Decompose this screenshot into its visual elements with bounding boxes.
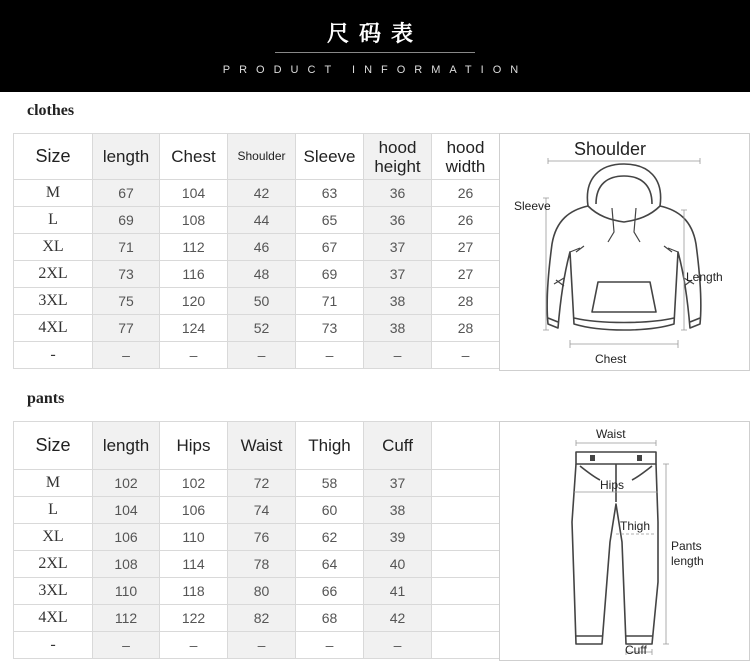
measurement-cell: 110 <box>93 578 160 605</box>
clothes-col-shoulder: Shoulder <box>228 134 296 180</box>
clothes-col-size: Size <box>14 134 93 180</box>
measurement-cell: 63 <box>296 180 364 207</box>
size-cell: 2XL <box>14 261 93 288</box>
clothes-col-sleeve: Sleeve <box>296 134 364 180</box>
clothes-col-length: length <box>93 134 160 180</box>
measurement-cell: 58 <box>296 470 364 497</box>
measurement-cell: 37 <box>364 234 432 261</box>
measurement-cell: 74 <box>228 497 296 524</box>
table-row <box>14 288 500 315</box>
measurement-cell: – <box>93 342 160 369</box>
size-cell: 4XL <box>14 605 93 632</box>
table-row <box>14 605 500 632</box>
measurement-cell: 68 <box>296 605 364 632</box>
clothes-col-hood-width: hood width <box>432 134 500 180</box>
size-cell: XL <box>14 524 93 551</box>
measurement-cell: – <box>93 632 160 659</box>
table-row <box>14 470 500 497</box>
measurement-cell: 75 <box>93 288 160 315</box>
size-cell: M <box>14 180 93 207</box>
pants-header-row <box>14 422 500 470</box>
pants-col-cuff: Cuff <box>364 422 432 470</box>
measurement-cell: 27 <box>432 261 500 288</box>
measurement-cell: 28 <box>432 315 500 342</box>
measurement-cell: 66 <box>296 578 364 605</box>
measurement-cell: 67 <box>93 180 160 207</box>
measurement-cell: – <box>296 632 364 659</box>
pants-label-cuff: Cuff <box>625 643 647 657</box>
measurement-cell: – <box>364 632 432 659</box>
clothes-section-title: clothes <box>27 102 75 119</box>
measurement-cell: 26 <box>432 180 500 207</box>
measurement-cell: 27 <box>432 234 500 261</box>
measurement-cell: 39 <box>364 524 432 551</box>
measurement-cell: 112 <box>93 605 160 632</box>
pants-col-size: Size <box>14 422 93 470</box>
measurement-cell: 122 <box>160 605 228 632</box>
measurement-cell: 40 <box>364 551 432 578</box>
measurement-cell: 77 <box>93 315 160 342</box>
measurement-cell: 108 <box>160 207 228 234</box>
measurement-cell: 60 <box>296 497 364 524</box>
size-cell: 3XL <box>14 288 93 315</box>
measurement-cell: 44 <box>228 207 296 234</box>
empty-cell <box>432 497 500 524</box>
measurement-cell: 102 <box>160 470 228 497</box>
size-cell: M <box>14 470 93 497</box>
measurement-cell: 112 <box>160 234 228 261</box>
table-row <box>14 497 500 524</box>
pants-label-hips: Hips <box>600 478 625 492</box>
header-divider <box>275 52 475 53</box>
hoodie-label-chest: Chest <box>595 352 627 366</box>
hoodie-label-sleeve: Sleeve <box>514 199 551 213</box>
pants-col-waist: Waist <box>228 422 296 470</box>
measurement-cell: 114 <box>160 551 228 578</box>
size-cell: - <box>14 632 93 659</box>
table-row <box>14 207 500 234</box>
empty-cell <box>432 551 500 578</box>
size-cell: L <box>14 497 93 524</box>
measurement-cell: 38 <box>364 315 432 342</box>
measurement-cell: 118 <box>160 578 228 605</box>
measurement-cell: 41 <box>364 578 432 605</box>
pants-section-title: pants <box>27 390 65 407</box>
measurement-cell: – <box>160 632 228 659</box>
table-row <box>14 632 500 659</box>
measurement-cell: 36 <box>364 207 432 234</box>
table-row <box>14 261 500 288</box>
pants-col-empty <box>432 422 500 470</box>
measurement-cell: 67 <box>296 234 364 261</box>
table-row <box>14 524 500 551</box>
measurement-cell: 36 <box>364 180 432 207</box>
measurement-cell: 65 <box>296 207 364 234</box>
pants-label-waist: Waist <box>596 427 626 441</box>
measurement-cell: 42 <box>364 605 432 632</box>
size-cell: 4XL <box>14 315 93 342</box>
hoodie-outline-icon <box>500 134 749 370</box>
measurement-cell: 64 <box>296 551 364 578</box>
measurement-cell: 124 <box>160 315 228 342</box>
measurement-cell: 106 <box>93 524 160 551</box>
table-row <box>14 578 500 605</box>
measurement-cell: – <box>432 342 500 369</box>
pants-diagram <box>499 421 750 661</box>
table-row <box>14 342 500 369</box>
measurement-cell: 50 <box>228 288 296 315</box>
pants-label-length: Pants length <box>671 539 704 568</box>
measurement-cell: 71 <box>93 234 160 261</box>
measurement-cell: 73 <box>93 261 160 288</box>
measurement-cell: 37 <box>364 470 432 497</box>
empty-cell <box>432 605 500 632</box>
header-banner <box>0 0 750 92</box>
clothes-col-chest: Chest <box>160 134 228 180</box>
measurement-cell: 48 <box>228 261 296 288</box>
size-cell: XL <box>14 234 93 261</box>
measurement-cell: 26 <box>432 207 500 234</box>
measurement-cell: 28 <box>432 288 500 315</box>
hoodie-label-length: Length <box>686 270 723 284</box>
page-title: 尺码表 <box>326 22 423 47</box>
measurement-cell: 110 <box>160 524 228 551</box>
pants-size-table <box>13 421 500 659</box>
table-row <box>14 180 500 207</box>
measurement-cell: 52 <box>228 315 296 342</box>
measurement-cell: 106 <box>160 497 228 524</box>
measurement-cell: 46 <box>228 234 296 261</box>
measurement-cell: 62 <box>296 524 364 551</box>
empty-cell <box>432 632 500 659</box>
empty-cell <box>432 524 500 551</box>
measurement-cell: 80 <box>228 578 296 605</box>
measurement-cell: – <box>364 342 432 369</box>
measurement-cell: 104 <box>93 497 160 524</box>
clothes-header-row <box>14 134 500 180</box>
size-cell: - <box>14 342 93 369</box>
empty-cell <box>432 470 500 497</box>
measurement-cell: 76 <box>228 524 296 551</box>
measurement-cell: 120 <box>160 288 228 315</box>
measurement-cell: 37 <box>364 261 432 288</box>
measurement-cell: 78 <box>228 551 296 578</box>
hoodie-label-shoulder: Shoulder <box>574 139 647 159</box>
measurement-cell: – <box>228 632 296 659</box>
size-cell: L <box>14 207 93 234</box>
measurement-cell: 104 <box>160 180 228 207</box>
measurement-cell: 69 <box>296 261 364 288</box>
clothes-col-hood-height: hood height <box>364 134 432 180</box>
measurement-cell: 108 <box>93 551 160 578</box>
measurement-cell: 71 <box>296 288 364 315</box>
page-subtitle: PRODUCT INFORMATION <box>222 64 528 76</box>
size-cell: 3XL <box>14 578 93 605</box>
hoodie-diagram <box>499 133 750 371</box>
measurement-cell: 116 <box>160 261 228 288</box>
table-row <box>14 315 500 342</box>
empty-cell <box>432 578 500 605</box>
measurement-cell: 69 <box>93 207 160 234</box>
pants-col-thigh: Thigh <box>296 422 364 470</box>
measurement-cell: 82 <box>228 605 296 632</box>
table-row <box>14 234 500 261</box>
size-cell: 2XL <box>14 551 93 578</box>
measurement-cell: 38 <box>364 288 432 315</box>
pants-col-length: length <box>93 422 160 470</box>
measurement-cell: 73 <box>296 315 364 342</box>
clothes-size-table <box>13 133 500 369</box>
table-row <box>14 551 500 578</box>
measurement-cell: – <box>160 342 228 369</box>
measurement-cell: 102 <box>93 470 160 497</box>
pants-col-hips: Hips <box>160 422 228 470</box>
measurement-cell: 72 <box>228 470 296 497</box>
measurement-cell: 42 <box>228 180 296 207</box>
measurement-cell: – <box>296 342 364 369</box>
measurement-cell: 38 <box>364 497 432 524</box>
pants-label-thigh: Thigh <box>620 519 651 533</box>
measurement-cell: – <box>228 342 296 369</box>
